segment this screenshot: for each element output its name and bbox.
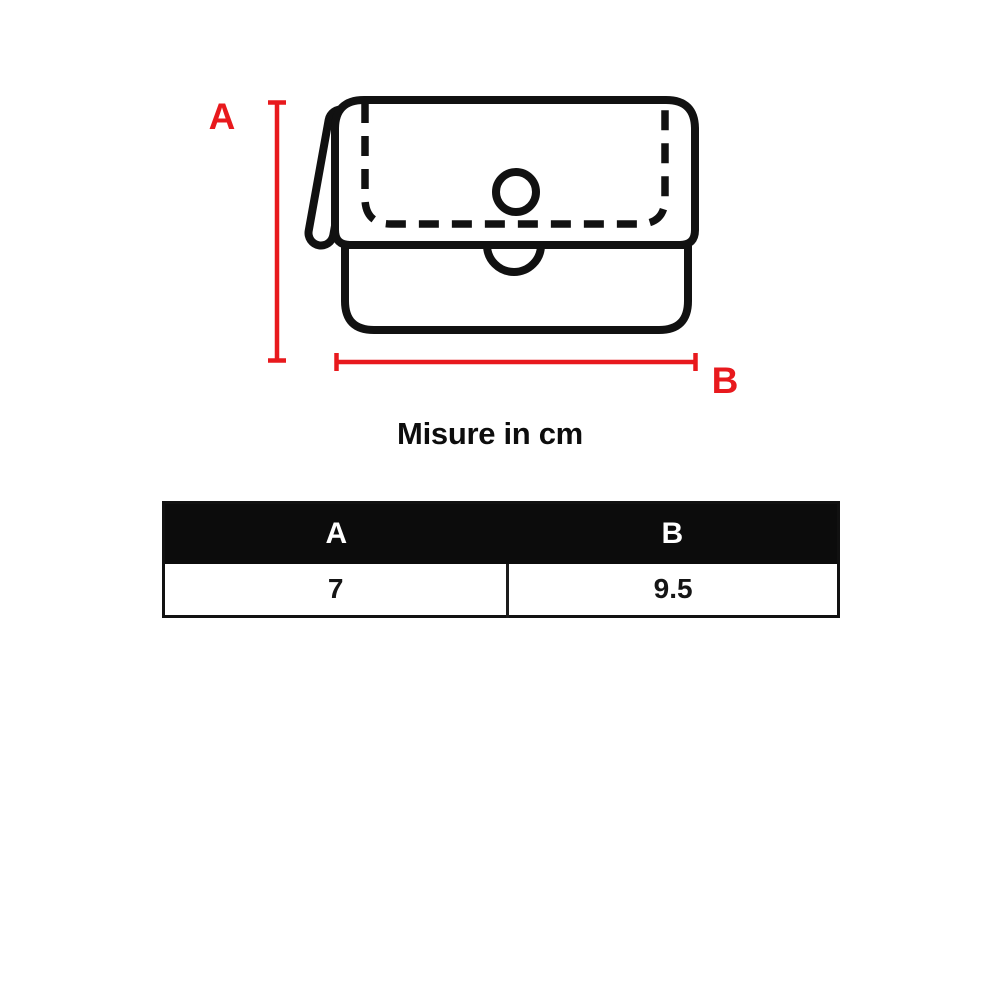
- size-table-header-b: B: [508, 503, 839, 564]
- size-table-header-row: [164, 503, 839, 564]
- size-value-a: 7: [164, 564, 508, 617]
- measure-title: Misure in cm: [397, 416, 583, 451]
- dimension-b-label: B: [711, 360, 739, 401]
- size-table-value-row: [164, 564, 839, 617]
- size-table-header-a: A: [164, 503, 508, 564]
- snap-button-icon: [496, 172, 536, 212]
- bag-size-diagram: [170, 75, 770, 415]
- dimension-b: [336, 353, 738, 401]
- dimension-a-label: A: [208, 96, 236, 137]
- button-loop-icon: [487, 245, 541, 272]
- dimension-a: [209, 96, 286, 361]
- size-table: [162, 501, 840, 618]
- size-value-b: 9.5: [508, 564, 839, 617]
